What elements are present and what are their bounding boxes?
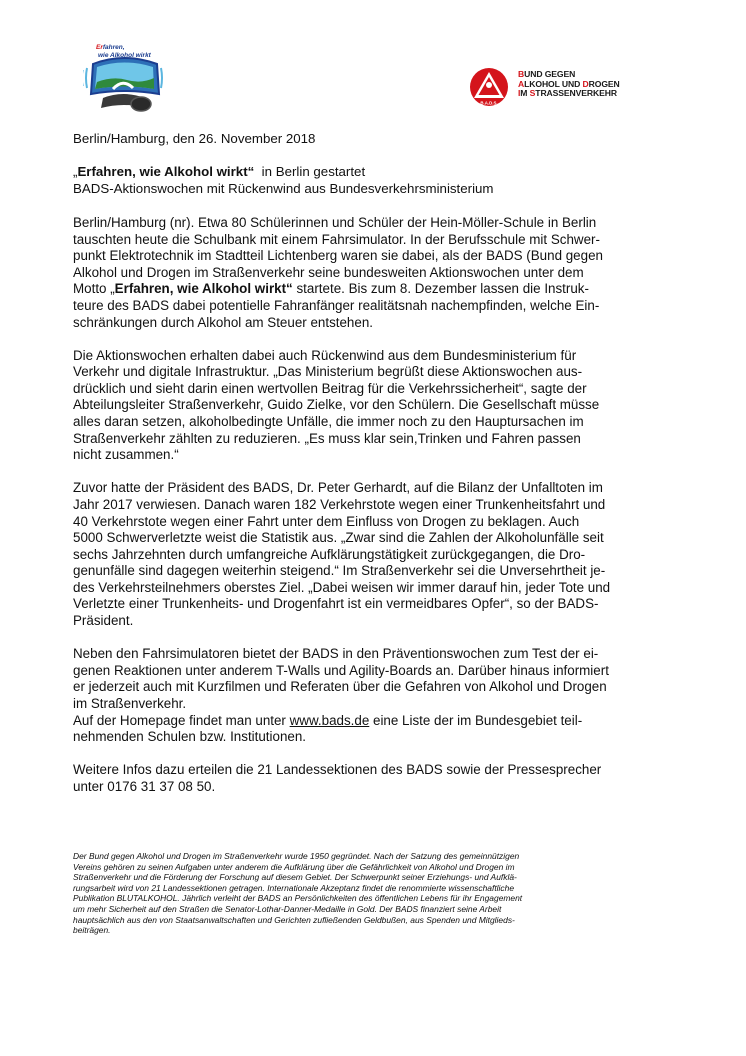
paragraph-3 [73,480,677,629]
paragraph-line: alles daran setzen, alkoholbedingte Unfälle, die immer noch zu den Hauptursachen im [73,414,584,430]
paragraph-line: Die Aktionswochen erhalten dabei auch Rückenwind aus dem Bundesministerium für [73,347,577,363]
bads-logo-line: ALKOHOL UND DROGEN [518,78,620,89]
paragraph-line: des Verkehrsteilnehmers oberstes Ziel. „Dabei weisen wir immer darauf hin, jeder Tote und [73,579,611,595]
paragraph-line: nehmenden Schulen bzw. Institutionen. [73,729,307,745]
bads-website-link[interactable]: www.bads.de [289,712,370,728]
paragraph-line: Abteilungsleiter Straßenverkehr, Guido Zielke, vor den Schülern. Die Gesellschaft müsse [73,397,600,413]
footer-line: beiträgen. [73,925,111,936]
footer-line: um mehr Sicherheit auf den Straßen die Senator-Lothar-Danner-Medaille in Gold. Der BADS finanziert seine Arbeit [73,903,502,914]
paragraph-line: genunfälle sind dagegen weiterhin steigend.“ Im Straßenverkehr sei die Unversehrtheit je- [73,563,606,579]
footer-line: hauptsächlich aus den von Staatsanwaltschaften und Gerichten zufließenden Geldbußen, aus Spenden und Mitglieds- [73,914,515,925]
bads-logo-line: IM STRASSENVERKEHR [518,88,617,99]
motto-line: Motto „Erfahren, wie Alkohol wirkt“ startete. Bis zum 8. Dezember lassen die Instruk- [73,281,589,297]
bads-logo-icon [467,67,515,107]
paragraph-line: Berlin/Hamburg (nr). Etwa 80 Schülerinnen und Schüler der Hein-Möller-Schule in Berlin [73,215,597,230]
footer-line: Vereins gehören zu seinen Aufgaben unter anderem die Aufklärung über die Gefährlichkeit von Alkohol und Drogen im [73,861,515,872]
bads-logo-line: BUND GEGEN [518,69,576,79]
paragraph-line: genen Reaktionen unter anderem T-Walls und Agility-Boards an. Darüber hinaus informiert [73,662,609,678]
paragraph-line: er jederzeit auch mit Kurzfilmen und Referaten über die Gefahren von Alkohol und Drogen [73,679,607,695]
paragraph-line: Straßenverkehr zählten zu reduzieren. „Es muss klar sein,Trinken und Fahren passen [73,430,581,446]
paragraph-line: Neben den Fahrsimulatoren bietet der BADS in den Präventionswochen zum Test der ei- [73,646,599,662]
footer-line: Publikation BLUTALKOHOL. Jährlich verleiht der BADS an Persönlichkeiten des öffentlichen Lebens für ihr Engagement [73,893,523,904]
homepage-line: Auf der Homepage findet man unter www.bads.de eine Liste der im Bundesgebiet teil- [73,712,583,728]
paragraph-line: tauschten heute die Schulbank mit einem Fahrsimulator. In der Berufsschule mit Schwer- [73,231,600,247]
bads-badge-text: B.A.D.S. [480,100,498,106]
paragraph-line: punkt Elektrotechnik im Stadtteil Lichtenberg waren sie dabei, als der BADS (Bund gegen [73,248,603,264]
campaign-logo-text: Erfahren, wie Alkohol wirkt [96,44,151,59]
paragraph-line: nicht zusammen.“ [73,447,179,463]
footer-line: Straßenverkehr und die Förderung der Forschung auf diesem Gebiet. Der Schwerpunkt seiner Erziehungs- und Aufklä- [73,872,517,883]
paragraph-line: 40 Verkehrstote wegen einer Fahrt unter dem Einfluss von Drogen zu beklagen. Auch [73,513,580,529]
paragraph-line: Zuvor hatte der Präsident des BADS, Dr. Peter Gerhardt, auf die Bilanz der Unfalltoten im [73,480,603,496]
paragraph-line: schränkungen durch Alkohol am Steuer entstehen. [73,314,373,330]
paragraph-line: im Straßenverkehr. [73,695,187,711]
paragraph-line: teure des BADS dabei potentielle Fahranfänger realitätsnah nachempfinden, welche Ein- [73,297,600,313]
footer-line: Der Bund gegen Alkohol und Drogen im Straßenverkehr wurde 1950 gegründet. Nach der Satzung des gemeinnützigen [73,851,520,861]
paragraph-4 [73,646,677,746]
paragraph-line: drücklich und sieht darin einen wertvollen Beitrag für die Verkehrssicherheit“, sagte der [73,380,587,396]
footer-line: rungsarbeit wird von 21 Landessektionen getragen. Internationale Akzeptanz findet die renommierte wissenschaftliche [73,882,515,893]
paragraph-line: Präsident. [73,613,134,629]
paragraph-5 [73,762,677,795]
paragraph-line: unter 0176 31 37 08 50. [73,778,216,794]
paragraph-1 [73,215,677,331]
paragraph-2 [73,348,677,464]
about-bads-footer [73,851,677,936]
paragraph-line: 5000 Schwerverletzte weist die Statistik aus. „Zwar sind die Zahlen der Alkoholunfälle seit [73,530,604,546]
headline-block [73,163,673,197]
headline-title: „Erfahren, wie Alkohol wirkt“ in Berlin gestartet [73,164,366,179]
paragraph-line: Alkohol und Drogen im Straßenverkehr seine bundesweiten Aktionswochen unter dem [73,264,584,280]
headline-subtitle: BADS-Aktionswochen mit Rückenwind aus Bundesverkehrsministerium [73,181,494,196]
paragraph-line: Jahr 2017 verwiesen. Danach waren 182 Verkehrstote wegen einer Trunkenheitsfahrt und [73,496,606,512]
dateline: Berlin/Hamburg, den 26. November 2018 [73,131,316,146]
paragraph-line: Verkehr und digitale Infrastruktur. „Das Ministerium begrüßt diese Aktionswochen aus- [73,364,583,380]
paragraph-line: sechs Jahrzehnten durch umfangreiche Aufklärungstätigkeit zurückgegangen, die Dro- [73,546,586,562]
article-body [73,215,677,795]
paragraph-line: Weitere Infos dazu erteilen die 21 Landessektionen des BADS sowie der Pressesprecher [73,762,602,778]
paragraph-line: Verletzte einer Trunkenheits- und Drogenfahrt ist ein vermeidbares Opfer“, so der BADS- [73,596,599,612]
bads-logo-text [518,70,688,99]
